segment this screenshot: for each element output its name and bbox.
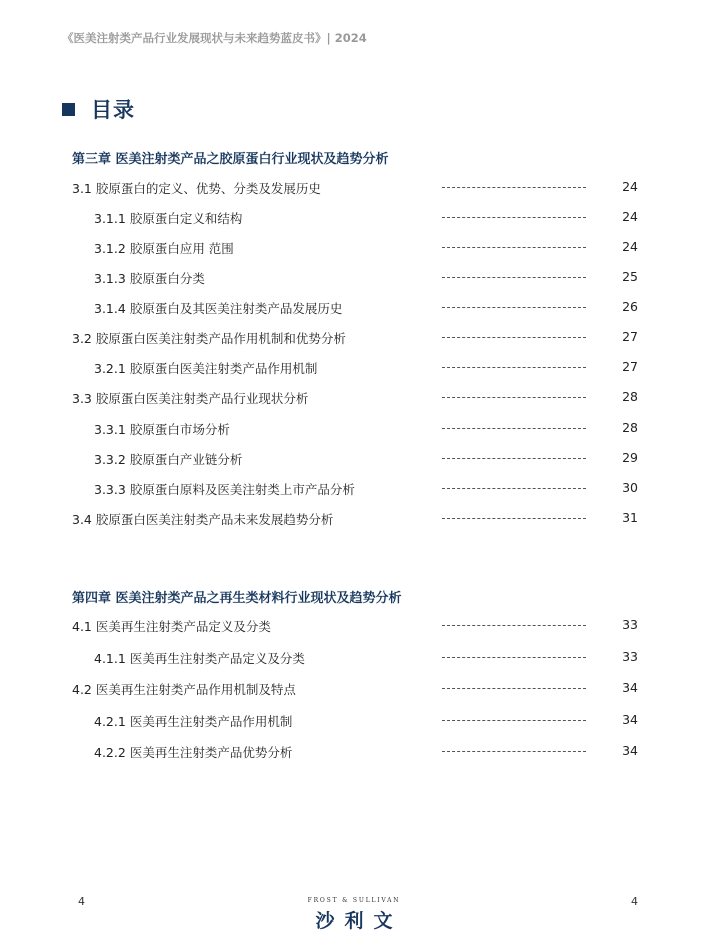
chapter-heading: 第四章 医美注射类产品之再生类材料行业现状及趋势分析 bbox=[72, 591, 402, 606]
section-number: 4.2.2 bbox=[94, 745, 126, 760]
footer-page-number-right: 4 bbox=[631, 895, 638, 908]
section-number: 3.2 bbox=[72, 331, 92, 346]
brand-name-cn: 沙利文 bbox=[315, 910, 403, 932]
toc-title: 目录 bbox=[91, 98, 135, 122]
page-number: 29 bbox=[622, 450, 638, 465]
section-title: 胶原蛋白的定义、优势、分类及发展历史 bbox=[95, 181, 321, 196]
section-number: 3.3 bbox=[72, 391, 92, 406]
dot-leader bbox=[442, 337, 586, 338]
section-title: 医美再生注射类产品优势分析 bbox=[129, 745, 293, 760]
section-number: 4.2.1 bbox=[94, 714, 126, 729]
section-number: 3.1 bbox=[72, 181, 92, 196]
toc-entry[interactable] bbox=[0, 678, 708, 698]
section-title: 医美再生注射类产品定义及分类 bbox=[95, 619, 271, 634]
page-number: 24 bbox=[622, 179, 638, 194]
dot-leader bbox=[442, 518, 586, 519]
section-title: 胶原蛋白及其医美注射类产品发展历史 bbox=[129, 301, 343, 316]
toc-entry[interactable] bbox=[0, 448, 708, 468]
section-title: 胶原蛋白医美注射类产品作用机制和优势分析 bbox=[95, 331, 346, 346]
dot-leader bbox=[442, 488, 586, 489]
toc-entry[interactable] bbox=[0, 647, 708, 667]
section-title: 胶原蛋白医美注射类产品行业现状分析 bbox=[95, 391, 309, 406]
dot-leader bbox=[442, 458, 586, 459]
toc-entry[interactable] bbox=[0, 207, 708, 227]
dot-leader bbox=[442, 397, 586, 398]
dot-leader bbox=[442, 751, 586, 752]
section-number: 3.1.4 bbox=[94, 301, 126, 316]
section-title: 胶原蛋白医美注射类产品作用机制 bbox=[129, 361, 318, 376]
dot-leader bbox=[442, 657, 586, 658]
section-title: 医美再生注射类产品作用机制 bbox=[129, 714, 293, 729]
section-title: 胶原蛋白医美注射类产品未来发展趋势分析 bbox=[95, 512, 334, 527]
toc-entry[interactable] bbox=[0, 710, 708, 730]
section-number: 4.1.1 bbox=[94, 651, 126, 666]
toc-entry[interactable] bbox=[0, 387, 708, 407]
page-number: 33 bbox=[622, 617, 638, 632]
section-number: 3.4 bbox=[72, 512, 92, 527]
page-number: 27 bbox=[622, 359, 638, 374]
section-title: 胶原蛋白分类 bbox=[129, 271, 205, 286]
section-number: 4.1 bbox=[72, 619, 92, 634]
dot-leader bbox=[442, 307, 586, 308]
toc-entry[interactable] bbox=[0, 508, 708, 528]
section-number: 3.1.1 bbox=[94, 211, 126, 226]
square-bullet-icon bbox=[62, 103, 75, 116]
dot-leader bbox=[442, 187, 586, 188]
toc-entry[interactable] bbox=[0, 357, 708, 377]
section-title: 医美再生注射类产品定义及分类 bbox=[129, 651, 305, 666]
section-title: 胶原蛋白市场分析 bbox=[129, 422, 230, 437]
section-number: 3.2.1 bbox=[94, 361, 126, 376]
toc-entry[interactable] bbox=[0, 177, 708, 197]
page-number: 34 bbox=[622, 712, 638, 727]
page-number: 27 bbox=[622, 329, 638, 344]
section-number: 3.3.2 bbox=[94, 452, 126, 467]
chapter-heading: 第三章 医美注射类产品之胶原蛋白行业现状及趋势分析 bbox=[72, 152, 389, 167]
section-title: 胶原蛋白产业链分析 bbox=[129, 452, 243, 467]
page-number: 26 bbox=[622, 299, 638, 314]
page-number: 31 bbox=[622, 510, 638, 525]
brand-logo bbox=[300, 897, 408, 933]
section-title: 胶原蛋白定义和结构 bbox=[129, 211, 243, 226]
page-number: 33 bbox=[622, 649, 638, 664]
dot-leader bbox=[442, 625, 586, 626]
page-number: 34 bbox=[622, 680, 638, 695]
toc-entry[interactable] bbox=[0, 615, 708, 635]
section-number: 3.1.3 bbox=[94, 271, 126, 286]
toc-entry[interactable] bbox=[0, 418, 708, 438]
section-number: 3.3.1 bbox=[94, 422, 126, 437]
section-number: 4.2 bbox=[72, 682, 92, 697]
toc-entry[interactable] bbox=[0, 741, 708, 761]
toc-entry[interactable] bbox=[0, 237, 708, 257]
dot-leader bbox=[442, 277, 586, 278]
brand-name-en: FROST & SULLIVAN bbox=[307, 897, 401, 904]
dot-leader bbox=[442, 247, 586, 248]
section-number: 3.3.3 bbox=[94, 482, 126, 497]
section-title: 医美再生注射类产品作用机制及特点 bbox=[95, 682, 296, 697]
dot-leader bbox=[442, 720, 586, 721]
toc-entry[interactable] bbox=[0, 267, 708, 287]
toc-entry[interactable] bbox=[0, 478, 708, 498]
footer-page-number-left: 4 bbox=[78, 895, 85, 908]
dot-leader bbox=[442, 217, 586, 218]
page-number: 34 bbox=[622, 743, 638, 758]
section-title: 胶原蛋白原料及医美注射类上市产品分析 bbox=[129, 482, 355, 497]
running-header: 《医美注射类产品行业发展现状与未来趋势蓝皮书》| 2024 bbox=[62, 31, 367, 45]
page-number: 24 bbox=[622, 209, 638, 224]
toc-entry[interactable] bbox=[0, 297, 708, 317]
section-number: 3.1.2 bbox=[94, 241, 126, 256]
dot-leader bbox=[442, 688, 586, 689]
page-number: 25 bbox=[622, 269, 638, 284]
toc-heading bbox=[62, 94, 135, 124]
page-number: 24 bbox=[622, 239, 638, 254]
page-number: 28 bbox=[622, 420, 638, 435]
section-title: 胶原蛋白应用 范围 bbox=[129, 241, 234, 256]
dot-leader bbox=[442, 367, 586, 368]
toc-entry[interactable] bbox=[0, 327, 708, 347]
dot-leader bbox=[442, 428, 586, 429]
page-number: 30 bbox=[622, 480, 638, 495]
page-number: 28 bbox=[622, 389, 638, 404]
